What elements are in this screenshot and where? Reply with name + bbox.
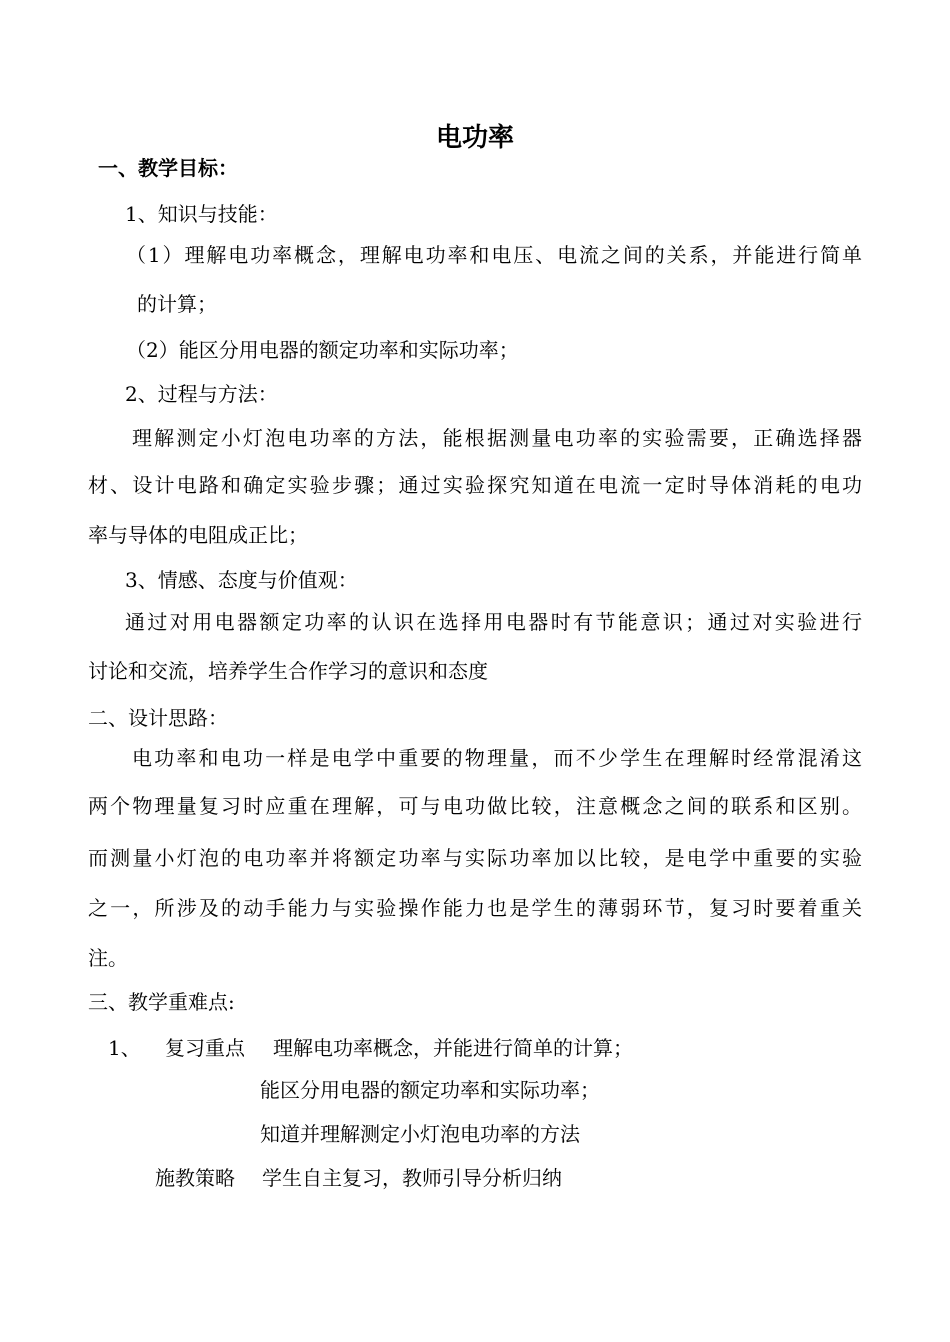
paragraph-line: 电功率和电功一样是电学中重要的物理量，而不少学生在理解时经常混淆这 <box>132 746 862 770</box>
focus-item: 能区分用电器的额定功率和实际功率； <box>260 1078 600 1102</box>
subheading-emotion-values: 3、情感、态度与价值观： <box>125 568 358 592</box>
paragraph-line: 之一，所涉及的动手能力与实验操作能力也是学生的薄弱环节，复习时要着重关 <box>88 896 862 920</box>
focus-item: 知道并理解测定小灯泡电功率的方法 <box>260 1122 580 1146</box>
paragraph-line: 通过对用电器额定功率的认识在选择用电器时有节能意识；通过对实验进行 <box>125 610 862 634</box>
strategy-text: 学生自主复习，教师引导分析归纳 <box>262 1166 562 1190</box>
subheading-process-method: 2、过程与方法： <box>125 382 278 406</box>
section-heading-key-points: 三、教学重难点: <box>88 990 235 1014</box>
paragraph-line: 的计算； <box>137 292 217 316</box>
paragraph-line: 两个物理量复习时应重在理解，可与电功做比较，注意概念之间的联系和区别。 <box>88 794 862 818</box>
paragraph-line: （1）理解电功率概念，理解电功率和电压、电流之间的关系，并能进行简单 <box>126 243 862 267</box>
paragraph-line: 理解测定小灯泡电功率的方法，能根据测量电功率的实验需要，正确选择器 <box>132 426 862 450</box>
focus-label: 复习重点 <box>165 1036 245 1060</box>
focus-item: 理解电功率概念，并能进行简单的计算； <box>273 1036 633 1060</box>
list-number: 1、 <box>108 1036 141 1060</box>
paragraph-line: 注。 <box>88 946 128 970</box>
paragraph-line: 材、设计电路和确定实验步骤；通过实验探究知道在电流一定时导体消耗的电功 <box>88 473 862 497</box>
strategy-label: 施教策略 <box>155 1166 235 1190</box>
section-heading-design: 二、设计思路： <box>88 706 228 730</box>
paragraph-line: 讨论和交流，培养学生合作学习的意识和态度 <box>88 659 488 683</box>
paragraph-line: 率与导体的电阻成正比； <box>88 523 308 547</box>
section-heading-objectives: 一、教学目标： <box>98 156 238 180</box>
paragraph-line: 而测量小灯泡的电功率并将额定功率与实际功率加以比较，是电学中重要的实验 <box>88 846 862 870</box>
subheading-knowledge-skills: 1、知识与技能： <box>125 202 278 226</box>
document-title: 电功率 <box>435 123 514 153</box>
paragraph-line: （2）能区分用电器的额定功率和实际功率； <box>126 338 519 362</box>
